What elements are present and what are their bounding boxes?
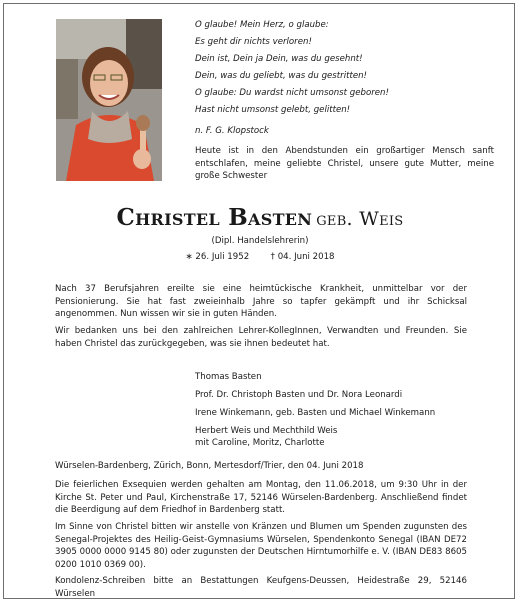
birth-symbol: ∗ [185, 252, 193, 262]
portrait-photo [56, 19, 162, 181]
deceased-name [0, 204, 520, 231]
poem-line: O glaube! Mein Herz, o glaube: [195, 20, 329, 30]
intro-text: Heute ist in den Abendstunden ein großartiger Mensch sanft entschlafen, meine geliebte Christel, unsere gute Mutter, meine große Schwester [195, 146, 494, 182]
place-date: Würselen-Bardenberg, Zürich, Bonn, Mertesdorf/Trier, den 04. Juni 2018 [55, 461, 364, 471]
condolence-info: Kondolenz-Schreiben bitte an Bestattungen Keufgens-Deussen, Heidestraße 29, 52146 Würselen [55, 576, 467, 599]
profession: (Dipl. Handelslehrerin) [211, 236, 309, 246]
poem-line: Dein, was du geliebt, was du gestritten! [195, 71, 367, 82]
death-date: 04. Juni 2018 [277, 252, 335, 262]
poem-line: Es geht dir nichts verloren! [195, 37, 312, 48]
poem-author: n. F. G. Klopstock [195, 125, 269, 136]
signer [195, 425, 485, 449]
poem [195, 17, 495, 140]
life-dates [0, 252, 520, 262]
signer: Thomas Basten [195, 372, 262, 382]
service-info: Die feierlichen Exsequien werden gehalten am Montag, den 11.06.2018, um 9:30 Uhr in der Kirche St. Peter und Paul, Kirchenstraße 17, 52146 Würselen-Bardenberg. Anschließend findet die Beerdigung auf dem Friedhof in Bardenberg statt. [55, 480, 467, 516]
signer-name: Herbert Weis und Mechthild Weis [195, 426, 338, 436]
birth-date: 26. Juli 1952 [195, 252, 250, 262]
poem-line: Dein ist, Dein ja Dein, was du gesehnt! [195, 54, 363, 65]
maiden-name: geb. Weis [316, 208, 404, 230]
poem-line: Hast nicht umsonst gelebt, gelitten! [195, 105, 351, 116]
signers [195, 371, 485, 455]
donation-info: Im Sinne von Christel bitten wir anstelle von Kränzen und Blumen um Spenden zugunsten des Senegal-Projektes des Heilig-Geist-Gymnasiums Würselen, Spendenkonto Senegal (IBAN DE72 3905 0000 0000 9145 80) oder zugunsten der Deutschen Hirntumorhilfe e. V. (IBAN DE83 8605 0200 1010 0369 00). [55, 522, 467, 570]
death-symbol: † [270, 252, 275, 262]
signer-children: mit Caroline, Moritz, Charlotte [195, 438, 325, 448]
paragraph-thanks: Wir bedanken uns bei den zahlreichen Lehrer-KollegInnen, Verwandten und Freunden. Sie haben Christel das zurückgegeben, was sie ihnen bedeutet hat. [55, 326, 467, 349]
paragraph-illness: Nach 37 Berufsjahren ereilte sie eine heimtückische Krankheit, unmittelbar vor der Pensionierung. Sie hat fast zweieinhalb Jahre so tapfer gekämpft und ihr Schicksal angenommen. Nun wissen wir sie in guten Händen. [55, 284, 467, 320]
poem-line: O glaube: Du wardst nicht umsonst geboren! [195, 88, 389, 99]
signer: Prof. Dr. Christoph Basten und Dr. Nora Leonardi [195, 390, 403, 400]
signer: Irene Winkemann, geb. Basten und Michael Winkemann [195, 408, 436, 418]
deceased-fullname: Christel Basten [116, 204, 313, 231]
